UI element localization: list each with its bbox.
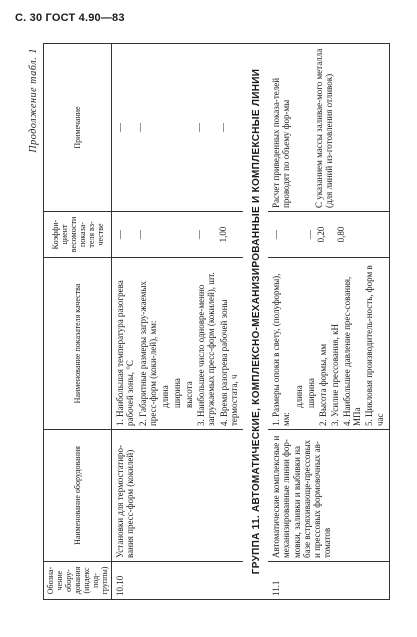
indicator-item: 3. Усилие прессования, кН xyxy=(330,324,341,426)
table-continuation-caption: Продолжение табл. 1 xyxy=(28,48,39,153)
indicator-item: 3. Наибольшее число одновре-менно загружаемых пресс-форм (кокилей), шт. xyxy=(196,272,217,426)
coefficient-value: 0,80 xyxy=(335,226,346,243)
coefficient-value: — xyxy=(135,230,146,239)
coefficient-value: — xyxy=(305,230,316,239)
indicator-subitem: длина xyxy=(159,385,170,408)
row-notes xyxy=(268,44,389,212)
spec-table xyxy=(43,43,390,600)
row-code: 11.1 xyxy=(268,562,389,600)
table-row xyxy=(112,44,243,600)
coefficient-value: — xyxy=(271,230,282,239)
indicator-item: 4. Наибольшее давление прес-сования, МПа xyxy=(342,276,363,426)
table-header-row xyxy=(44,44,112,600)
row-equipment: Автоматические комплексные и механизированные линии фор-мовки, заливки и выбивки на базе встряхивающе-прессовых и прессовых формовочных ав-томатов xyxy=(268,430,389,562)
indicator-item: 1. Наибольшая температура разогрева рабочей зоны, °С xyxy=(115,280,136,426)
row-notes xyxy=(112,44,243,212)
indicator-subitem: высота xyxy=(184,381,195,408)
coefficient-value: — xyxy=(193,230,204,239)
indicator-item: 2. Габаритные размеры загру-жаемых пресс-форм (коки-лей), мм: xyxy=(137,281,158,426)
indicator-item: 5. Цикловая производитель-ность, форм в час xyxy=(364,265,385,426)
coefficient-value: 0,20 xyxy=(315,226,326,243)
note-value: — xyxy=(135,123,146,132)
col-header-note: Примечание xyxy=(44,44,112,212)
indicator-subitem: ширина xyxy=(305,378,316,408)
note-value: — xyxy=(193,123,204,132)
row-equipment: Установки для термостатиро-вания пресс-форм (кокилей) xyxy=(112,430,243,562)
note-text: С указанием массы заливае-мого металла (для линий из-готовления отливок) xyxy=(313,48,334,208)
row-indicators xyxy=(268,258,389,430)
page-header: С. 30 ГОСТ 4.90—83 xyxy=(15,12,125,24)
coefficient-value: 1,00 xyxy=(217,226,228,243)
col-header-code: Обозна-чение обору-дования (индекс под-группы) xyxy=(44,562,112,600)
coefficient-value: — xyxy=(115,230,126,239)
indicator-item: 1. Размеры опоки в свету, (полуформы), мм: xyxy=(271,273,292,426)
table-row xyxy=(268,44,389,600)
note-value: — xyxy=(115,123,126,132)
row-coefficients xyxy=(112,212,243,258)
indicator-item: 2. Высота формы, мм xyxy=(317,343,328,426)
group-title: ГРУППА 11. АВТОМАТИЧЕСКИЕ, КОМПЛЕКСНО-МЕХАНИЗИРОВАННЫЕ И КОМПЛЕКСНЫЕ ЛИНИИ xyxy=(243,44,268,600)
note-text: Расчет приведенных показа-телей проводят по объему фор-мы xyxy=(271,77,292,208)
col-header-coefficient: Коэффи-циент весомости показа-теля вз-честве xyxy=(44,212,112,258)
rotated-table-block xyxy=(25,40,405,600)
row-code: 10.10 xyxy=(112,562,243,600)
row-indicators xyxy=(112,258,243,430)
indicator-subitem: длина xyxy=(293,385,304,408)
col-header-equipment: Наименование оборудования xyxy=(44,430,112,562)
note-value: — xyxy=(217,123,228,132)
row-coefficients xyxy=(268,212,389,258)
indicator-item: 4. Время разогрева рабочей зоны термостата, ч xyxy=(218,299,239,426)
indicator-subitem: ширина xyxy=(172,378,182,408)
col-header-indicator: Наименование показателя качества xyxy=(44,258,112,430)
group-row xyxy=(243,44,268,600)
